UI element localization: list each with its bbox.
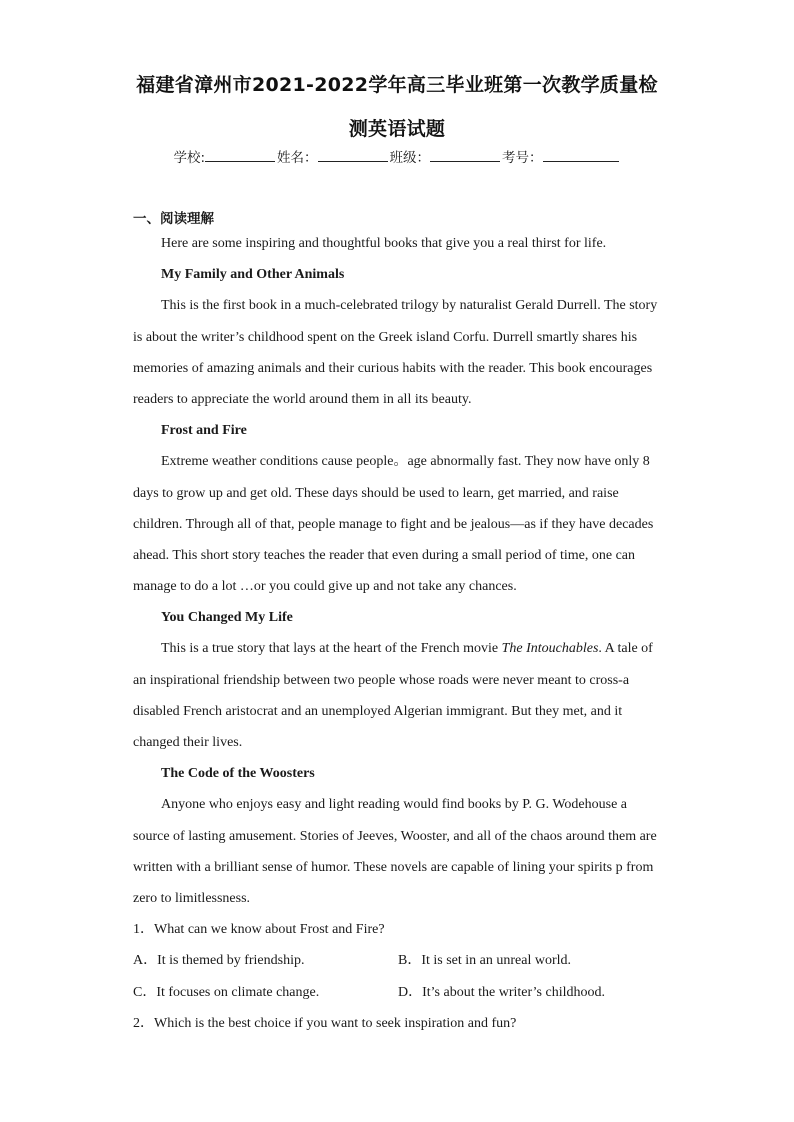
paragraph-line: changed their lives. — [133, 735, 243, 750]
question-stem: 1．What can we know about Frost and Fire? — [133, 922, 385, 938]
paragraph-line: ahead. This short story teaches the reader that even during a small period of time, one can — [133, 547, 636, 563]
question-stem: 2．Which is the best choice if you want to seek inspiration and fun? — [133, 1015, 517, 1031]
paragraph-line: an inspirational friendship between two people whose roads were never meant to cross-a — [133, 672, 630, 688]
paragraph-line: This is the first book in a much-celebrated trilogy by naturalist Gerald Durrell. The story — [161, 298, 658, 314]
text-segment: This is a true story that lays at the heart of the French movie — [161, 641, 502, 657]
school-label: 学校: — [173, 150, 206, 166]
paragraph-line: readers to appreciate the world around them in all its beauty. — [133, 391, 472, 407]
page-title-line-1: 福建省漳州市2021-2022学年高三毕业班第一次教学质量检 — [136, 74, 658, 96]
book-title: You Changed My Life — [161, 610, 293, 626]
option-a: A．It is themed by friendship. — [133, 953, 305, 969]
option-b: B．It is set in an unreal world. — [398, 953, 572, 969]
page-title-line-2: 测英语试题 — [348, 118, 446, 140]
text-segment: . A tale of — [598, 641, 653, 657]
passage — [133, 230, 663, 1041]
paragraph-line: written with a brilliant sense of humor. These novels are capable of lining your spirits p from — [133, 859, 654, 875]
option-c: C．It focuses on climate change. — [133, 984, 320, 1000]
book-title: My Family and Other Animals — [161, 267, 345, 283]
paragraph-line: children. Through all of that, people manage to fight and be jealous—as if they have decades — [133, 516, 654, 532]
book-title: The Code of the Woosters — [161, 766, 315, 782]
paragraph-line: memories of amazing animals and their curious habits with the reader. This book encourages — [133, 360, 653, 376]
class-blank — [430, 149, 500, 162]
section-heading: 一、阅读理解 — [133, 211, 214, 227]
paragraph-line: Extreme weather conditions cause people。age abnormally fast. They now have only 8 — [161, 454, 650, 470]
option-d: D．It’s about the writer’s childhood. — [398, 984, 605, 1000]
paragraph-line: source of lasting amusement. Stories of Jeeves, Wooster, and all of the chaos around them are — [133, 828, 657, 844]
options-row — [133, 947, 663, 978]
student-info-row — [0, 146, 794, 166]
exam-number-label: 考号： — [502, 150, 543, 166]
options-row — [133, 979, 663, 1010]
book-title: Frost and Fire — [161, 423, 247, 439]
paragraph-line: manage to do a lot …or you could give up and not take any chances. — [133, 579, 517, 595]
paragraph-line: is about the writer’s childhood spent on the Greek island Corfu. Durrell smartly shares his — [133, 329, 638, 345]
class-label: 班级： — [389, 150, 431, 166]
paragraph-line: days to grow up and get old. These days should be used to learn, get married, and raise — [133, 485, 619, 501]
movie-title: The Intouchables — [501, 641, 599, 657]
exam-number-blank — [543, 149, 619, 162]
name-label: 姓名： — [277, 150, 318, 166]
paragraph-line: disabled French aristocrat and an unemployed Algerian immigrant. But they met, and it — [133, 703, 623, 719]
passage-intro: Here are some inspiring and thoughtful books that give you a real thirst for life. — [161, 236, 607, 251]
paragraph-line: Anyone who enjoys easy and light reading would find books by P. G. Wodehouse a — [161, 797, 627, 813]
school-blank — [205, 149, 275, 162]
paragraph-line — [133, 635, 663, 666]
paragraph-line: zero to limitlessness. — [133, 890, 251, 906]
name-blank — [318, 149, 388, 162]
